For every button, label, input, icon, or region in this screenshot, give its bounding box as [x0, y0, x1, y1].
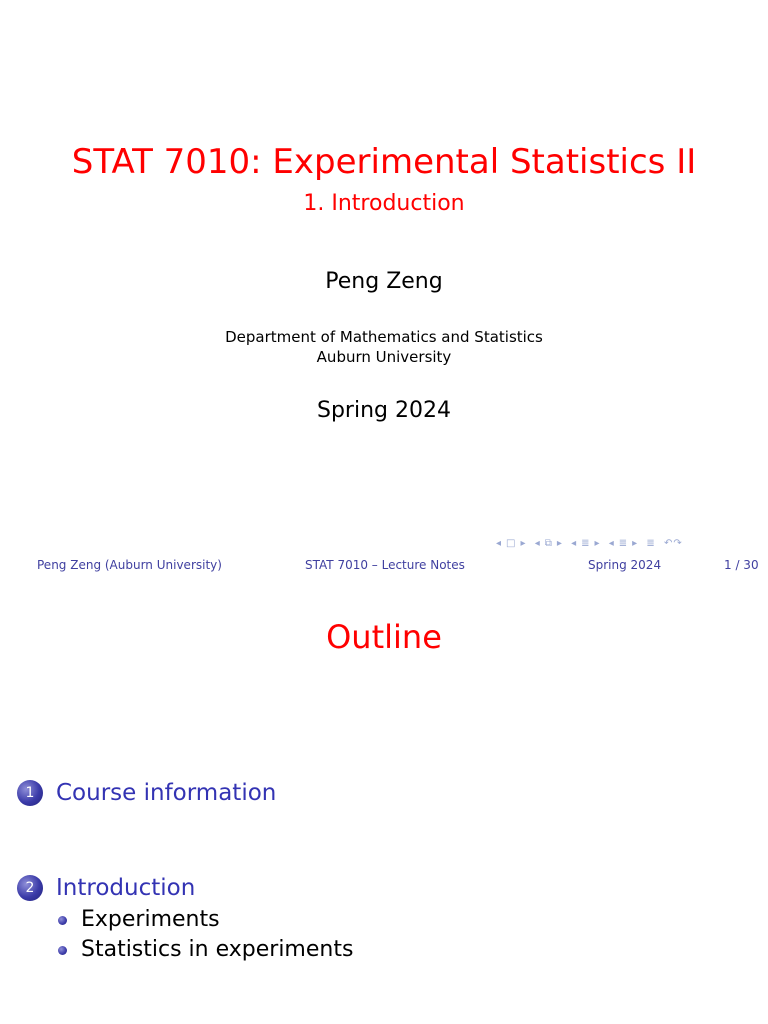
nav-next-section-icon[interactable]: ▸ [594, 538, 601, 549]
university-name: Auburn University [316, 348, 452, 366]
search-back-forward-icon[interactable]: ↶↷ [663, 538, 683, 549]
slide-title: STAT 7010: Experimental Statistics II [71, 142, 697, 182]
author-name: Peng Zeng [325, 269, 443, 294]
nav-prev-document-icon[interactable]: ◂ [608, 538, 615, 549]
outline-section-course-information[interactable] [17, 780, 276, 806]
beamer-navigation-bar[interactable] [496, 538, 687, 549]
bullet-icon [58, 916, 67, 925]
subsection-list [58, 905, 353, 965]
outline-section-introduction[interactable] [17, 875, 195, 901]
appendix-icon[interactable]: ≣ [646, 538, 656, 549]
subsection-item[interactable] [58, 905, 353, 935]
footer-page-number: 1 / 30 [724, 558, 759, 572]
outline-title: Outline [326, 618, 442, 656]
institution [0, 327, 768, 367]
slide-subtitle: 1. Introduction [303, 191, 465, 216]
nav-prev-frame-icon[interactable]: ◂ [496, 538, 503, 549]
nav-prev-subsection-icon[interactable]: ◂ [534, 538, 541, 549]
section-link-label[interactable]: Course information [56, 780, 277, 806]
section-number-ball-icon: 2 [17, 875, 43, 901]
nav-next-frame-icon[interactable]: ▸ [520, 538, 527, 549]
outline-slide [0, 580, 768, 1024]
nav-next-document-icon[interactable]: ▸ [632, 538, 639, 549]
section-icon[interactable]: ≣ [581, 538, 591, 549]
subsection-label[interactable]: Statistics in experiments [81, 937, 354, 962]
footer-title: STAT 7010 – Lecture Notes [305, 558, 465, 572]
subsection-item[interactable] [58, 935, 353, 965]
footer-author: Peng Zeng (Auburn University) [37, 558, 222, 572]
footer-date: Spring 2024 [588, 558, 662, 572]
nav-next-subsection-icon[interactable]: ▸ [556, 538, 563, 549]
nav-prev-section-icon[interactable]: ◂ [571, 538, 578, 549]
frame-icon[interactable]: □ [506, 538, 517, 549]
subsection-label[interactable]: Experiments [81, 907, 220, 932]
section-number-ball-icon: 1 [17, 780, 43, 806]
presentation-date: Spring 2024 [317, 398, 451, 423]
document-icon[interactable]: ≣ [618, 538, 629, 549]
subsection-icon[interactable]: ⧉ [544, 538, 553, 549]
section-link-label[interactable]: Introduction [56, 875, 196, 901]
bullet-icon [58, 946, 67, 955]
department-name: Department of Mathematics and Statistics [225, 328, 543, 346]
